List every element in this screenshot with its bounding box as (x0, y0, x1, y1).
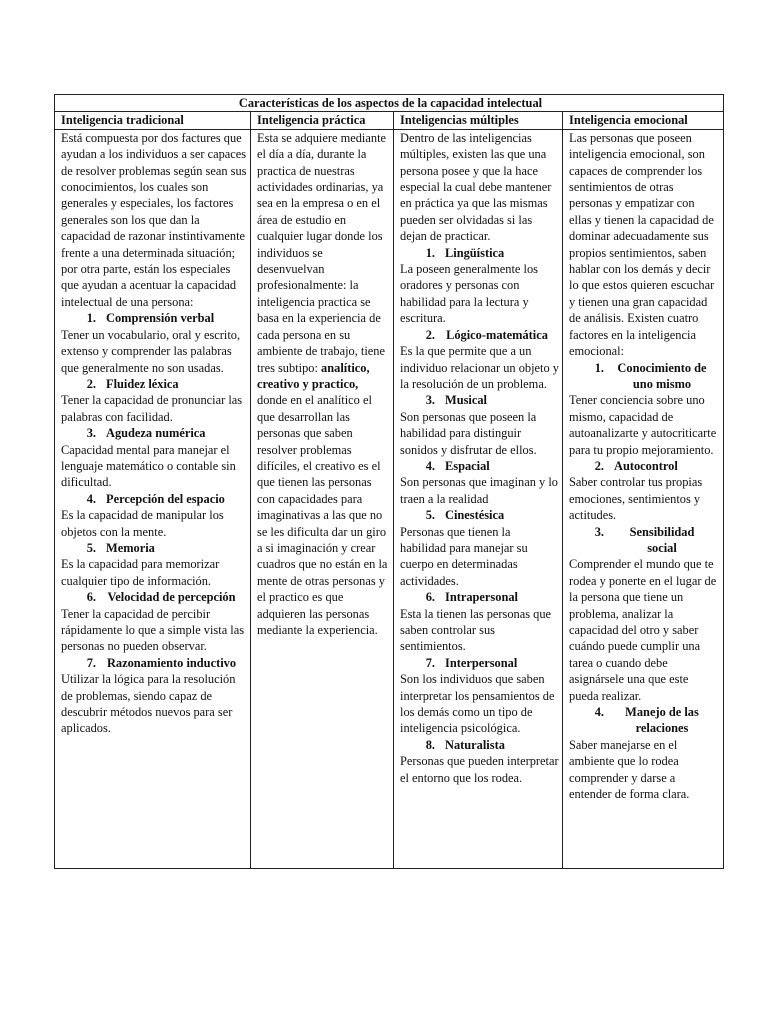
cell-practical (251, 129, 394, 868)
list-number: 2. (594, 458, 604, 473)
list-number: 1. (594, 360, 604, 375)
list-item-description: Tener la capacidad de percibir rápidamente lo que a simple vista las personas no pueden observar. (61, 606, 245, 654)
list-item-title (61, 540, 247, 556)
list-item-description: Saber manejarse en el ambiente que lo rodea comprender y darse a entender de forma clara. (569, 737, 690, 802)
list-title: Velocidad de percepción (107, 590, 236, 605)
list-title: Autocontrol (614, 458, 678, 473)
header-practical: Inteligencia práctica (251, 112, 394, 129)
list-number: 3. (594, 524, 604, 539)
list-title: Manejo de las relaciones (625, 705, 699, 736)
body-row (55, 129, 724, 868)
practical-subtypes: analítico, creativo y practico, (257, 360, 370, 391)
list-item-description: Tener conciencia sobre uno mismo, capacidad de autoanalizarte y autocriticarte para tu propio mejoramiento. (569, 393, 717, 457)
list-title: Conocimiento de uno mismo (617, 360, 707, 391)
list-title: Comprensión verbal (106, 311, 215, 326)
list-title: Sensibilidad social (629, 524, 695, 555)
list-title: Interpersonal (445, 655, 518, 670)
list-item-description: Comprender el mundo que te rodea y ponerte en el lugar de la persona que tiene un problema, analizar la capacidad del otro y saber cuándo puede cumplir una tarea o cuando debe asignársele una que este pueda realizar. (569, 557, 717, 703)
list-item-description: Personas que pueden interpretar el entorno que los rodea. (400, 754, 559, 785)
list-item-description: Son los individuos que saben interpretar los pensamientos de los demás como un tipo de inteligencia psicológica. (400, 672, 555, 736)
list-title: Lingüística (445, 245, 505, 260)
list-item-description: Utilizar la lógica para la resolución de problemas, siendo capaz de descubrir métodos nuevos para ser aplicados. (61, 672, 236, 736)
list-item-description: Tener un vocabulario, oral y escrito, extenso y comprender las palabras que generalmente no son usadas. (61, 327, 241, 375)
list-item-description: Personas que tienen la habilidad para manejar su cuerpo en determinadas actividades. (400, 524, 528, 588)
list-item-title (400, 655, 559, 671)
list-item-description: La poseen generalmente los oradores y personas con habilidad para la lectura y escritura. (400, 262, 538, 326)
list-item-title (61, 491, 247, 507)
list-number: 6. (86, 590, 96, 605)
header-multiple: Inteligencias múltiples (394, 112, 563, 129)
traditional-intro: Está compuesta por dos factures que ayudan a los individuos a ser capaces de resolver problemas según sean sus conocimientos, los cuales son generales y especiales, los factores generales son los que dan la capacidad de razonar instintivamente frente a una determinada situación; por otra parte, están los especiales que ayudan a acentuar la capacidad intelectual de una persona: (61, 130, 247, 309)
list-number: 7. (425, 655, 435, 670)
characteristics-table (54, 94, 724, 869)
practical-text-a: Esta se adquiere mediante el día a día, durante la practica de nuestras actividades ordinarias, ya sea en la empresa o en el área de estudio en cualquier lugar donde los individuos se desenvuelvan profesionalmente: la inteligencia practica se basa en la experiencia de cada persona en su ambiente de trabajo, tiene tres subtipo: (257, 130, 387, 375)
list-item-description: Capacidad mental para manejar el lenguaje matemático o contable sin dificultad. (61, 442, 236, 490)
list-item-title (61, 589, 247, 605)
title-row (55, 95, 724, 112)
list-item-title (400, 327, 559, 343)
list-item-title (569, 360, 720, 393)
list-number: 8. (425, 737, 435, 752)
list-item-title (400, 245, 559, 261)
list-number: 4. (86, 491, 96, 506)
list-number: 7. (86, 655, 96, 670)
list-title: Lógico-matemática (446, 327, 548, 342)
list-item-title (61, 425, 247, 441)
list-item-title (400, 392, 559, 408)
header-row (55, 112, 724, 129)
list-item-description: Saber controlar tus propias emociones, sentimientos y actitudes. (569, 475, 703, 523)
emotional-intro: Las personas que poseen inteligencia emocional, son capaces de comprender los sentimientos de otras personas y empatizar con ellas y tienen la capacidad de dominar adecuadamente sus propios sentimientos, saben hablar con los demás y decir lo que estos quieren escuchar y tienen una gran capacidad de análisis. Existen cuatro factores en la inteligencia emocional: (569, 130, 715, 359)
list-item-title (400, 458, 559, 474)
cell-multiple (394, 129, 563, 868)
list-item-title (569, 458, 720, 474)
list-title: Naturalista (445, 737, 505, 752)
list-number: 2. (425, 327, 435, 342)
cell-traditional (55, 129, 251, 868)
list-number: 5. (425, 508, 435, 523)
table-title: Características de los aspectos de la capacidad intelectual (55, 95, 724, 112)
list-title: Razonamiento inductivo (106, 655, 237, 670)
list-item-title (569, 524, 720, 557)
header-emotional: Inteligencia emocional (563, 112, 724, 129)
list-number: 3. (86, 426, 96, 441)
list-item-title (569, 704, 720, 737)
practical-text (257, 130, 390, 639)
list-number: 2. (86, 376, 96, 391)
list-title: Memoria (106, 540, 155, 555)
list-title: Cinestésica (445, 508, 505, 523)
list-title: Intrapersonal (445, 590, 518, 605)
list-item-title (61, 376, 247, 392)
cell-emotional (563, 129, 724, 868)
list-item-description: Es la que permite que a un individuo relacionar un objeto y la resolución de un problema. (400, 344, 559, 391)
list-number: 3. (425, 393, 435, 408)
list-item-description: Son personas que imaginan y lo traen a la realidad (400, 475, 558, 506)
list-item-title (61, 310, 247, 326)
list-item-description: Es la capacidad para memorizar cualquier tipo de información. (61, 557, 220, 588)
list-number: 4. (594, 705, 604, 720)
list-number: 4. (425, 458, 435, 473)
list-item-title (400, 589, 559, 605)
list-item-description: Tener la capacidad de pronunciar las palabras con facilidad. (61, 393, 243, 424)
list-title: Agudeza numérica (106, 426, 206, 441)
list-title: Fluidez léxica (106, 376, 179, 391)
list-item-title (400, 507, 559, 523)
list-title: Espacial (445, 458, 490, 473)
list-number: 1. (425, 245, 435, 260)
list-title: Percepción del espacio (106, 491, 225, 506)
list-number: 6. (425, 590, 435, 605)
list-item-description: Esta la tienen las personas que saben controlar sus sentimientos. (400, 606, 552, 654)
list-number: 1. (86, 311, 96, 326)
header-traditional: Inteligencia tradicional (55, 112, 251, 129)
practical-text-b: donde en el analítico el que desarrollan las personas que saben resolver problemas difíciles, el creativo es el que tienen las personas con capacidades para imaginativas a las que no se les dificulta dar un giro a si imaginación y crear cuadros que no están en la mente de otras personas y el practico es que adquieren las personas mediante la experiencia. (257, 393, 388, 637)
list-number: 5. (86, 540, 96, 555)
list-item-title (400, 737, 559, 753)
list-item-description: Son personas que poseen la habilidad para distinguir sonidos y disfrutar de ellos. (400, 409, 537, 457)
list-item-title (61, 655, 247, 671)
multiple-intro: Dentro de las inteligencias múltiples, existen las que una persona posee y que la hace especial la cual debe mantener en práctica ya que las mismas pueden ser olvidadas si las dejan de practicar. (400, 130, 552, 244)
list-item-description: Es la capacidad de manipular los objetos con la mente. (61, 508, 224, 539)
list-title: Musical (445, 393, 487, 408)
